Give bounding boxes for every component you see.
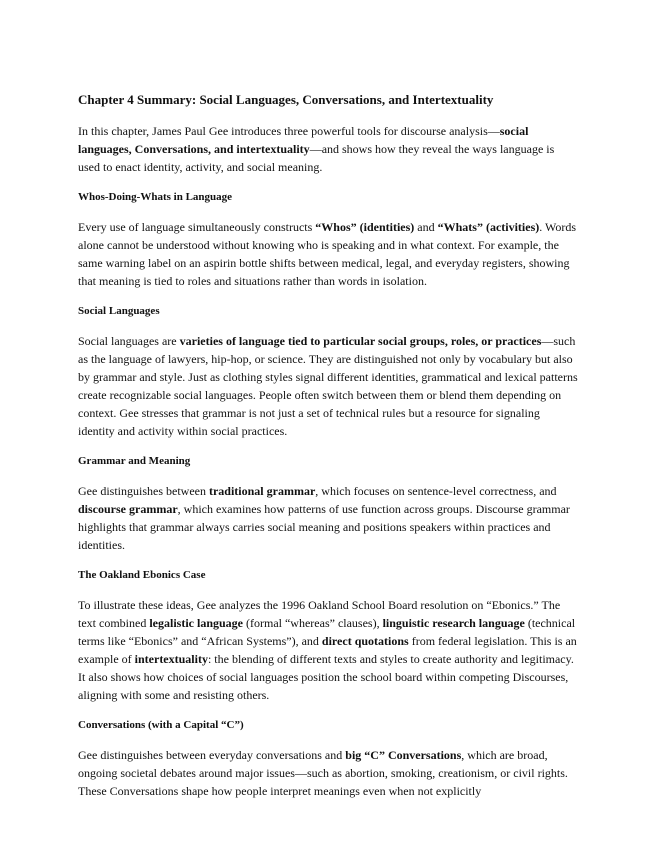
grammar-bold-2: discourse grammar (78, 502, 178, 516)
oakland-text-1: To illustrate these ideas, Gee analyzes the 1996 Oakland School Board resolution on “Ebonics.” The text combined (78, 598, 561, 630)
oakland-bold-2: linguistic research language (382, 616, 525, 630)
whos-paragraph (78, 218, 578, 290)
whos-text-1: Every use of language simultaneously constructs (78, 220, 316, 234)
whos-bold-2: “Whats” (activities) (437, 220, 540, 234)
oakland-text-2: (formal “whereas” clauses), (243, 616, 383, 630)
whos-text-3: . Words alone cannot be understood without knowing who is speaking and in what context. For example, the same warning label on an aspirin bottle shifts between medical, legal, and everyday registers, showing that meaning is tied to roles and situations rather than words in isolation. (78, 220, 577, 288)
grammar-paragraph (78, 482, 578, 554)
intro-bold-1: social languages, Conversations, and intertextuality (78, 124, 529, 156)
social-paragraph (78, 332, 578, 440)
document-title: Chapter 4 Summary: Social Languages, Conversations, and Intertextuality (78, 92, 494, 107)
grammar-text-3: , which examines how patterns of use function across groups. Discourse grammar highlights that grammar always carries social meaning and positions speakers within practices and identities. (78, 502, 570, 552)
conversations-text-1: Gee distinguishes between everyday conversations and (78, 748, 346, 762)
section-heading-oakland: The Oakland Ebonics Case (78, 569, 206, 581)
conversations-paragraph (78, 746, 578, 800)
whos-text-2: and (414, 220, 438, 234)
section-heading-whos: Whos-Doing-Whats in Language (78, 191, 233, 203)
oakland-bold-3: direct quotations (321, 634, 409, 648)
intro-paragraph (78, 122, 578, 176)
oakland-bold-1: legalistic language (149, 616, 243, 630)
oakland-text-4: from federal legislation. This is an example of (78, 634, 577, 666)
section-heading-social: Social Languages (78, 305, 160, 317)
social-text-2: —such as the language of lawyers, hip-hop, or science. They are distinguished not only by vocabulary but also by grammar and style. Just as clothing styles signal different identities, grammatical and lexical patterns create recognizable social languages. People often switch between them or blend them depending on context. Gee stresses that grammar is not just a set of technical rules but a resource for signaling identity and activity within social practices. (78, 334, 578, 438)
oakland-text-5: : the blending of different texts and styles to create authority and legitimacy. It also shows how choices of social languages position the school board within competing Discourses, aligning with some and resisting others. (78, 652, 574, 702)
grammar-text-2: , which focuses on sentence-level correctness, and (315, 484, 557, 498)
document-page (78, 92, 578, 814)
conversations-text-2: , which are broad, ongoing societal debates around major issues—such as abortion, smoking, creationism, or civil rights. These Conversations shape how people interpret meanings even when not explicitly (78, 748, 568, 798)
intro-text-2: —and shows how they reveal the ways language is used to enact identity, activity, and social meaning. (78, 142, 555, 174)
whos-bold-1: “Whos” (identities) (315, 220, 415, 234)
conversations-bold-1: big “C” Conversations (345, 748, 462, 762)
grammar-text-1: Gee distinguishes between (78, 484, 209, 498)
intro-text-1: In this chapter, James Paul Gee introduces three powerful tools for discourse analysis— (78, 124, 500, 138)
section-heading-grammar: Grammar and Meaning (78, 455, 191, 467)
social-bold-1: varieties of language tied to particular social groups, roles, or practices (179, 334, 542, 348)
oakland-paragraph (78, 596, 578, 704)
oakland-bold-4: intertextuality (134, 652, 208, 666)
social-text-1: Social languages are (78, 334, 180, 348)
grammar-bold-1: traditional grammar (208, 484, 316, 498)
section-heading-conversations: Conversations (with a Capital “C”) (78, 719, 244, 731)
oakland-text-3: (technical terms like “Ebonics” and “African Systems”), and (78, 616, 576, 648)
